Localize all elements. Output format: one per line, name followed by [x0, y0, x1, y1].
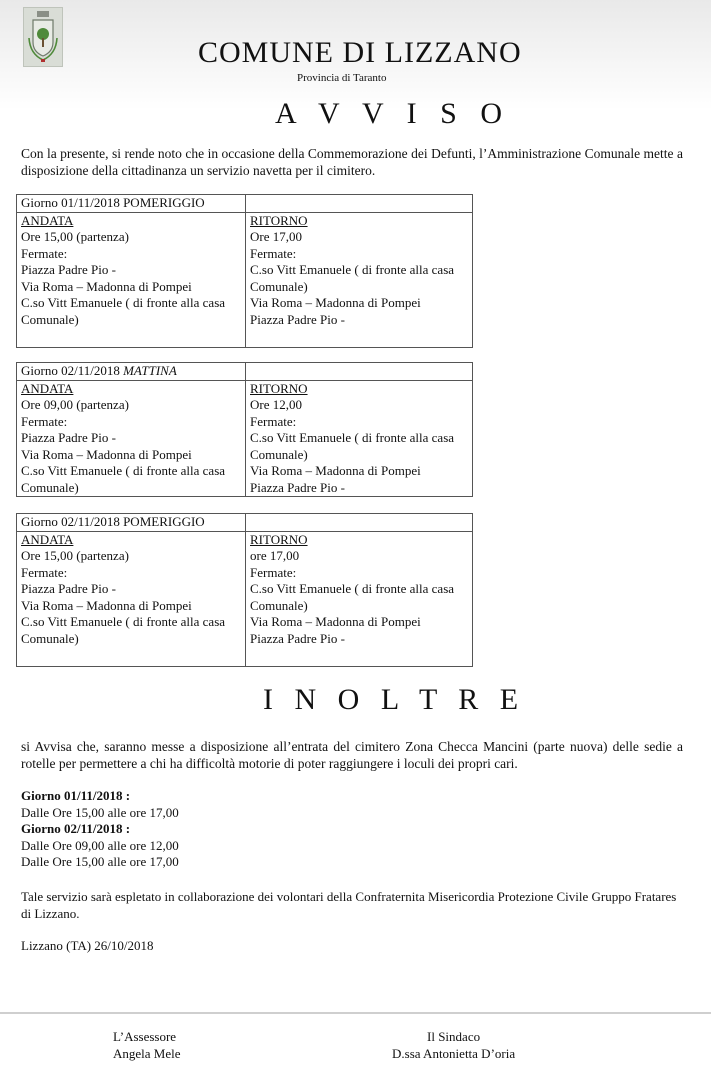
ritorno-cell: RITORNO ore 17,00 Fermate: C.so Vitt Emanuele ( di fronte alla casa Comunale) Via Roma – Madonna di Pompei Piazza Padre Pio -: [246, 531, 473, 666]
inoltre-title: I N O L T R E: [263, 683, 526, 716]
schedule-day-header-empty: [246, 363, 473, 381]
place-date: Lizzano (TA) 26/10/2018: [21, 938, 154, 953]
schedule-table-3: [16, 513, 473, 667]
schedule-day-header-empty: [246, 195, 473, 213]
signature-right-name: D.ssa Antonietta D’oria: [392, 1046, 516, 1061]
schedule-day-header: Giorno 01/11/2018 POMERIGGIO: [17, 195, 246, 213]
times-day-2: Giorno 02/11/2018 :: [21, 821, 131, 836]
province-subtitle: Provincia di Taranto: [297, 72, 387, 84]
signature-sindaco: [392, 1028, 515, 1062]
andata-cell: ANDATA Ore 15,00 (partenza) Fermate: Piazza Padre Pio - Via Roma – Madonna di Pompei C.so Vitt Emanuele ( di fronte alla casa Comunale): [17, 531, 246, 666]
times-day-1: Giorno 01/11/2018 :: [21, 788, 131, 803]
notice-title: A V V I S O: [275, 97, 511, 130]
ritorno-cell: RITORNO Ore 17,00 Fermate: C.so Vitt Emanuele ( di fronte alla casa Comunale) Via Roma – Madonna di Pompei Piazza Padre Pio -: [246, 212, 473, 347]
schedule-table-1: [16, 194, 473, 348]
schedule-day-header: Giorno 02/11/2018 MATTINA: [17, 363, 246, 381]
times-day-2-line-2: Dalle Ore 15,00 alle ore 17,00: [21, 854, 179, 869]
schedule-day-header-empty: [246, 514, 473, 532]
footer-divider: [0, 1012, 711, 1014]
wheelchair-times: [21, 788, 179, 871]
ritorno-cell: RITORNO Ore 12,00 Fermate: C.so Vitt Emanuele ( di fronte alla casa Comunale) Via Roma – Madonna di Pompei Piazza Padre Pio -: [246, 380, 473, 497]
collaboration-paragraph: Tale servizio sarà espletato in collaborazione dei volontari della Confraternita Misericordia Protezione Civile Gruppo Fratares di Lizzano.: [21, 889, 677, 921]
schedule-table-2: [16, 362, 473, 497]
andata-cell: ANDATA Ore 09,00 (partenza) Fermate: Piazza Padre Pio - Via Roma – Madonna di Pompei C.so Vitt Emanuele ( di fronte alla casa Comunale): [17, 380, 246, 497]
signature-right-role: Il Sindaco: [427, 1029, 481, 1044]
signature-left-name: Angela Mele: [113, 1046, 181, 1061]
signature-left-role: L’Assessore: [113, 1029, 177, 1044]
inoltre-paragraph: si Avvisa che, saranno messe a disposizione all’entrata del cimitero Zona Checca Mancini (parte nuova) delle sedie a rotelle per permettere a chi ha difficoltà motorie di poter raggiungere i loculi dei propri cari.: [21, 739, 683, 771]
signature-assessore: [113, 1028, 181, 1062]
municipality-title: COMUNE DI LIZZANO: [198, 36, 522, 69]
times-day-2-line-1: Dalle Ore 09,00 alle ore 12,00: [21, 837, 179, 853]
schedule-day-header: Giorno 02/11/2018 POMERIGGIO: [17, 514, 246, 532]
intro-paragraph: Con la presente, si rende noto che in occasione della Commemorazione dei Defunti, l’Amministrazione Comunale mette a disposizione della cittadinanza un servizio navetta per il cimitero.: [21, 146, 683, 178]
andata-cell: ANDATA Ore 15,00 (partenza) Fermate: Piazza Padre Pio - Via Roma – Madonna di Pompei C.so Vitt Emanuele ( di fronte alla casa Comunale): [17, 212, 246, 347]
times-day-1-line: Dalle Ore 15,00 alle ore 17,00: [21, 804, 179, 820]
